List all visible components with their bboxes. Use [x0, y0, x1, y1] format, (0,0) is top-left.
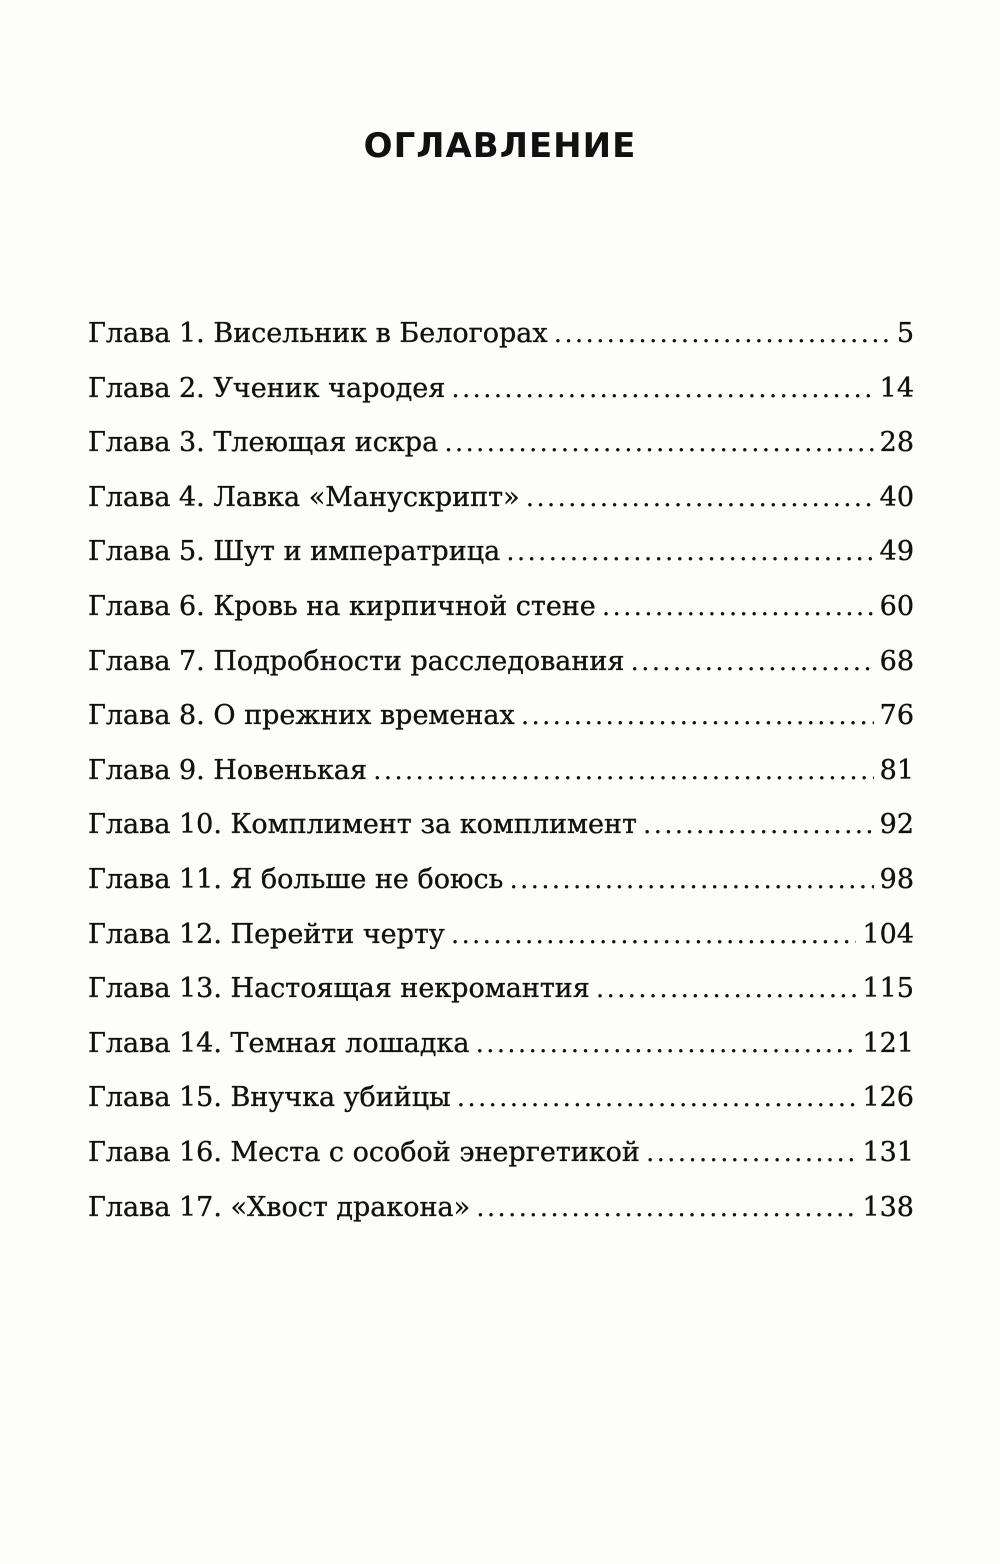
toc-entry-label: Глава 9. Новенькая — [88, 754, 368, 786]
dot-leader — [602, 591, 874, 622]
toc-entry-page: 14 — [879, 372, 914, 404]
toc-entry — [88, 1082, 914, 1137]
toc-entry — [88, 536, 914, 591]
toc-entry-label: Глава 1. Висельник в Белогорах — [88, 318, 548, 349]
toc-entry-page: 76 — [879, 700, 914, 732]
toc-entry — [88, 755, 914, 810]
toc-entry-page: 126 — [862, 1082, 914, 1114]
dot-leader — [643, 809, 874, 840]
toc-entry — [88, 591, 914, 646]
table-of-contents — [88, 318, 914, 1246]
toc-entry-page: 98 — [879, 863, 914, 895]
toc-entry — [88, 373, 914, 428]
toc-entry-label: Глава 4. Лавка «Манускрипт» — [88, 481, 520, 513]
toc-entry-page: 28 — [879, 427, 914, 459]
toc-entry-label: Глава 14. Темная лошадка — [88, 1027, 470, 1059]
toc-entry — [88, 482, 914, 537]
dot-leader — [451, 919, 857, 950]
toc-entry — [88, 1192, 914, 1247]
toc-entry-page: 92 — [879, 809, 914, 841]
dot-leader — [526, 482, 874, 513]
toc-entry-page: 5 — [896, 318, 914, 349]
toc-entry-label: Глава 10. Комплимент за комплимент — [88, 809, 637, 841]
toc-entry-label: Глава 6. Кровь на кирпичной стене — [88, 590, 596, 622]
dot-leader — [521, 700, 874, 731]
toc-entry-label: Глава 16. Места с особой энергетикой — [88, 1136, 640, 1168]
dot-leader — [509, 864, 873, 895]
dot-leader — [475, 1028, 856, 1059]
toc-entry-label: Глава 5. Шут и императрица — [88, 536, 501, 568]
toc-entry-label: Глава 11. Я больше не боюсь — [88, 863, 504, 895]
toc-entry-page: 115 — [862, 973, 914, 1005]
toc-entry-label: Глава 7. Подробности расследования — [88, 645, 625, 677]
toc-entry-label: Глава 3. Тлеющая искра — [88, 427, 439, 459]
toc-entry-label: Глава 12. Перейти черту — [88, 918, 445, 950]
toc-entry-label: Глава 17. «Хвост дракона» — [88, 1191, 471, 1223]
toc-entry — [88, 318, 914, 373]
toc-entry — [88, 809, 914, 864]
toc-entry-page: 131 — [862, 1136, 914, 1168]
toc-entry — [88, 427, 914, 482]
dot-leader — [457, 1082, 857, 1113]
toc-entry — [88, 864, 914, 919]
toc-entry — [88, 646, 914, 701]
dot-leader — [476, 1192, 856, 1223]
page-title: ОГЛАВЛЕНИЕ — [363, 126, 637, 166]
toc-entry-label: Глава 15. Внучка убийцы — [88, 1082, 451, 1114]
toc-entry — [88, 919, 914, 974]
toc-entry-page: 60 — [879, 590, 914, 622]
dot-leader — [596, 973, 857, 1004]
toc-entry — [88, 1137, 914, 1192]
toc-entry — [88, 700, 914, 755]
dot-leader — [630, 646, 873, 677]
toc-entry-page: 81 — [879, 754, 914, 786]
toc-entry-page: 49 — [879, 536, 914, 568]
dot-leader — [373, 755, 874, 786]
dot-leader — [451, 373, 873, 404]
toc-entry-label: Глава 13. Настоящая некромантия — [88, 973, 590, 1005]
toc-entry — [88, 1028, 914, 1083]
toc-entry-page: 68 — [879, 645, 914, 677]
dot-leader — [646, 1137, 857, 1168]
toc-entry-page: 138 — [862, 1191, 914, 1223]
toc-entry — [88, 973, 914, 1028]
dot-leader — [554, 318, 891, 349]
toc-entry-page: 121 — [862, 1027, 914, 1059]
dot-leader — [444, 427, 873, 458]
toc-entry-page: 104 — [862, 918, 914, 950]
toc-entry-label: Глава 8. О прежних временах — [88, 700, 515, 732]
toc-entry-page: 40 — [879, 481, 914, 513]
toc-entry-label: Глава 2. Ученик чародея — [88, 372, 446, 404]
dot-leader — [506, 536, 873, 567]
